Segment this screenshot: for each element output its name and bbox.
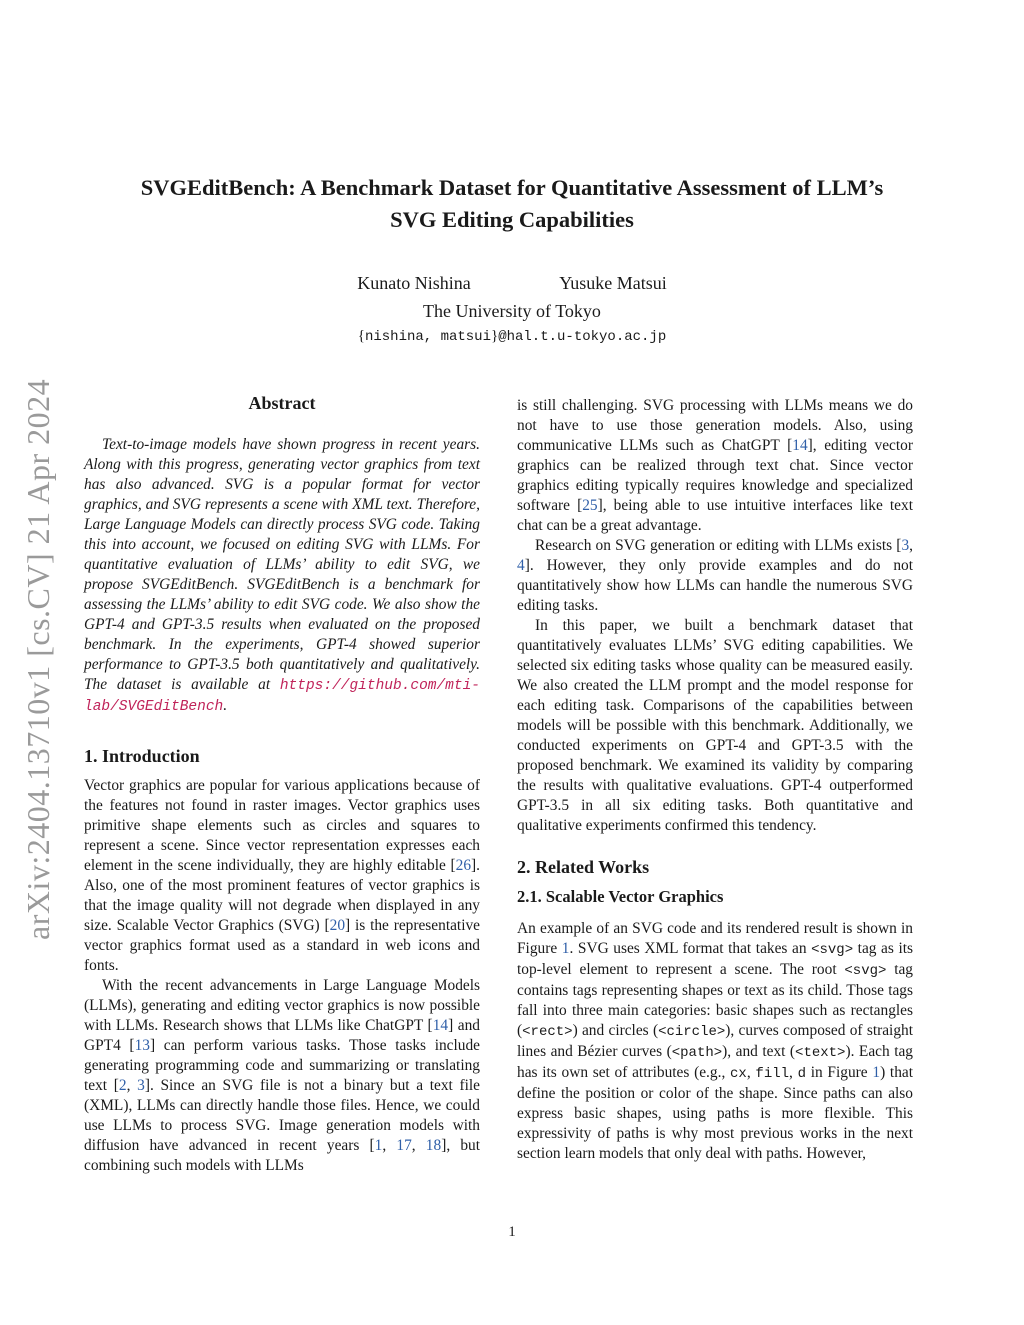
code-tag-path: <path> [671, 1045, 723, 1061]
abstract-heading: Abstract [248, 393, 316, 413]
text-run: An example of an SVG code and its rendered result is shown in Figure [517, 920, 913, 957]
citation-link[interactable]: 25 [582, 497, 598, 514]
email-domain: @hal.t.u-tokyo.ac.jp [498, 329, 667, 345]
section-heading-related-works: 2. Related Works [517, 857, 650, 877]
citation-link[interactable]: 3 [901, 537, 910, 554]
intro-paragraph-5: In this paper, we built a benchmark dataset that quantitatively evaluates LLMs’ SVG editing capabilities. We selected six editing tasks whose quality can be measured easily. We also created the LLM prompt and the model response for each editing task. Comparisons of the capabilities between models will be possible with this benchmark. Additionally, we conducted experiments on GPT-4 and GPT-3.5 with the proposed benchmark. We examined its validity by comparing the results with qualitative evaluations. GPT-4 outperformed GPT-3.5 in all six editing tasks. Both quantitative and qualitative experiments confirmed this tendency. [517, 617, 913, 834]
text-run: ], but combining such models with LLMs [84, 1137, 480, 1174]
code-tag-circle: <circle> [658, 1024, 726, 1040]
left-column [84, 392, 480, 1176]
code-tag-rect: <rect> [522, 1024, 573, 1040]
citation-link[interactable]: 1 [374, 1137, 383, 1154]
title-line-1: SVGEditBench: A Benchmark Dataset for Quantitative Assessment of LLM’s [140, 175, 884, 200]
text-run: ]. However, they only provide examples and do not quantitatively show how LLMs can handle the numerous SVG editing tasks. [517, 557, 913, 614]
citation-link[interactable]: 2 [118, 1077, 127, 1094]
text-run: ]. Since an SVG file is not a binary but a text file (XML), LLMs can directly handle those files. Hence, we could use LLMs to process SVG. Image generation models with diffusion have advanced in recent years [ [84, 1077, 480, 1154]
text-run: tag contains tags representing shapes or text as its child. Those tags fall into three main categories: basic shapes such as rectangles ( [517, 961, 913, 1039]
text-run: ) and circles ( [572, 1022, 659, 1039]
code-attr-cx: cx [730, 1066, 747, 1082]
figure-link[interactable]: 1 [561, 940, 570, 957]
text-run: ) that define the position or color of the shape. Since paths can also express basic shapes, using paths is more flexible. This expressivity of paths is why most previous works in the next section learn models that only deal with paths. However, [517, 1064, 913, 1162]
right-column [517, 396, 913, 1164]
text-run: is still challenging. SVG processing with LLMs means we do not have to use those generation models. Also, using communicative LLMs such as ChatGPT [ [517, 397, 913, 454]
intro-paragraph-2 [84, 976, 480, 1176]
text-run: Vector graphics are popular for various applications because of the features not found in raster images. Vector graphics uses primitive shape elements such as circles and squares to represent a scene. Since vector representation expresses each element in the scene individually, they are highly editable [ [84, 777, 480, 874]
abstract-end: . [223, 697, 228, 714]
text-run: , [909, 537, 913, 554]
text-run: ]. Also, one of the most prominent features of vector graphics is that the image quality will not degrade when displayed in any size. Scalable Vector Graphics (SVG) [ [84, 857, 480, 934]
citation-link[interactable]: 13 [134, 1037, 150, 1054]
arxiv-identifier[interactable]: arXiv:2404.13710v1 [cs.CV] 21 Apr 2024 [20, 378, 56, 940]
text-run: in Figure [806, 1064, 873, 1081]
citation-link[interactable]: 26 [455, 857, 472, 874]
text-run: ] and GPT4 [ [84, 1017, 480, 1054]
author-list [80, 270, 944, 296]
citation-link[interactable]: 20 [329, 917, 346, 934]
page-number: 1 [508, 1224, 516, 1240]
intro-paragraph-3 [517, 396, 913, 536]
abstract-text [84, 435, 480, 717]
email-names: nishina, matsui [364, 329, 491, 345]
affiliation: The University of Tokyo [423, 301, 601, 321]
citation-link[interactable]: 17 [396, 1137, 412, 1154]
text-run: , [789, 1064, 798, 1081]
code-tag-text: <text> [795, 1045, 846, 1061]
author-email[interactable] [80, 325, 944, 348]
author-2: Yusuke Matsui [559, 273, 667, 293]
abstract-body: Text-to-image models have shown progress in recent years. Along with this progress, generating vector graphics from text has also advanced. SVG is a popular format for vector graphics, and SVG represents a scene with XML text. Therefore, Large Language Models can directly process SVG code. Taking this into account, we focused on editing SVG with LLMs. For quantitative evaluation of LLMs’ ability to edit SVG, we propose SVGEditBench. SVGEditBench is a benchmark for assessing the LLMs’ ability to edit SVG code. We also show the GPT-4 and GPT-3.5 results when evaluated on the proposed benchmark. In the experiments, GPT-4 showed superior performance to GPT-3.5 both quantitatively and qualitatively. The dataset is available at [84, 436, 480, 693]
code-tag-svg: <svg> [844, 963, 887, 979]
author-1: Kunato Nishina [357, 273, 471, 293]
text-run: ). Each tag has its own set of attributes (e.g., [517, 1043, 913, 1081]
citation-link[interactable]: 4 [517, 557, 525, 574]
text-run: , [126, 1077, 138, 1094]
text-run: . SVG uses XML format that takes an [569, 940, 812, 957]
figure-link[interactable]: 1 [872, 1064, 881, 1081]
text-run: , [746, 1064, 756, 1081]
text-run: , [411, 1137, 426, 1154]
section-heading-introduction: 1. Introduction [84, 746, 200, 766]
citation-link[interactable]: 14 [792, 437, 808, 454]
intro-paragraph-4 [517, 536, 913, 616]
text-run: ] is the representative vector graphics format used as a standard in web icons and fonts. [84, 917, 481, 974]
text-run: ], being able to use intuitive interfaces like text chat can be a great advantage. [517, 497, 913, 534]
citation-link[interactable]: 18 [425, 1137, 442, 1154]
text-run: Research on SVG generation or editing with LLMs exists [ [535, 537, 902, 554]
text-run: ), curves composed of straight lines and Bézier curves ( [517, 1022, 913, 1060]
title-line-2: SVG Editing Capabilities [390, 207, 634, 232]
email-brace-close: } [491, 328, 499, 344]
text-run: ), and text ( [722, 1043, 796, 1060]
intro-paragraph-1 [84, 776, 480, 976]
text-run: With the recent advancements in Large Language Models (LLMs), generating and editing vector graphics is now possible with LLMs. Research shows that LLMs like ChatGPT [ [84, 977, 480, 1034]
subsection-heading-svg: 2.1. Scalable Vector Graphics [517, 887, 724, 906]
code-attr-fill: fill [755, 1066, 790, 1082]
text-run: ] can perform various tasks. Those tasks include generating programming code and summarizing or translating text [ [84, 1037, 480, 1094]
text-run: tag as its top-level element to represent a scene. The root [517, 940, 913, 978]
text-run: ], editing vector graphics can be realized through text chat. Since vector graphics editing typically requires knowledge and specialized software [ [517, 437, 913, 514]
email-brace-open: { [357, 328, 365, 344]
paper-title [80, 172, 944, 236]
related-paragraph-1 [517, 919, 913, 1164]
citation-link[interactable]: 3 [137, 1077, 145, 1094]
citation-link[interactable]: 14 [432, 1017, 449, 1034]
dataset-link[interactable]: https://github.com/mti-lab/SVGEditBench [84, 678, 480, 715]
code-tag-svg: <svg> [811, 942, 854, 958]
text-run: , [382, 1137, 397, 1154]
code-attr-d: d [797, 1066, 807, 1082]
